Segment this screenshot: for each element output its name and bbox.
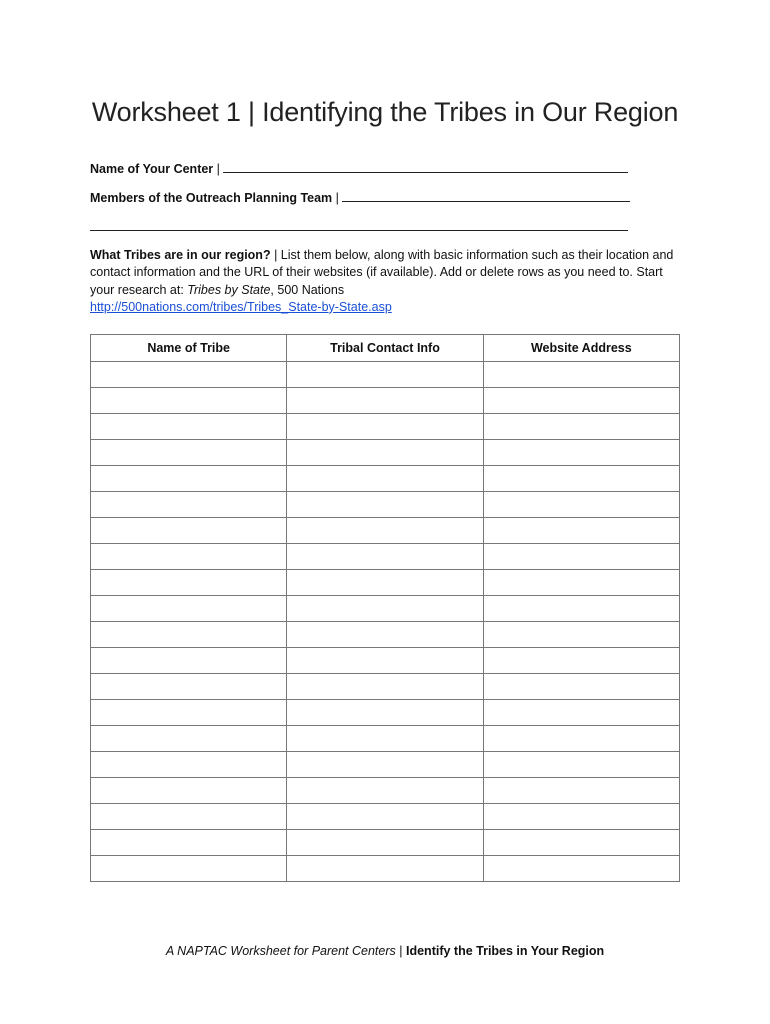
table-row: [91, 752, 680, 778]
instructions-question: What Tribes are in our region?: [90, 248, 271, 262]
table-row: [91, 700, 680, 726]
column-header-tribal-contact-info: Tribal Contact Info: [287, 335, 483, 362]
cell-website-address[interactable]: [483, 804, 679, 830]
cell-tribal-contact-info[interactable]: [287, 726, 483, 752]
cell-tribal-contact-info[interactable]: [287, 752, 483, 778]
cell-website-address[interactable]: [483, 726, 679, 752]
cell-tribal-contact-info[interactable]: [287, 414, 483, 440]
table-row: [91, 570, 680, 596]
source-title: Tribes by State: [187, 282, 271, 297]
cell-name-of-tribe[interactable]: [91, 778, 287, 804]
cell-name-of-tribe[interactable]: [91, 596, 287, 622]
cell-name-of-tribe[interactable]: [91, 726, 287, 752]
table-row: [91, 804, 680, 830]
team-separator: |: [335, 191, 339, 205]
cell-website-address[interactable]: [483, 544, 679, 570]
cell-name-of-tribe[interactable]: [91, 804, 287, 830]
cell-website-address[interactable]: [483, 752, 679, 778]
cell-name-of-tribe[interactable]: [91, 492, 287, 518]
center-name-blank[interactable]: [223, 161, 628, 173]
cell-website-address[interactable]: [483, 596, 679, 622]
cell-tribal-contact-info[interactable]: [287, 700, 483, 726]
center-name-separator: |: [216, 162, 220, 176]
center-name-label: Name of Your Center: [90, 162, 214, 176]
table-row: [91, 518, 680, 544]
cell-tribal-contact-info[interactable]: [287, 674, 483, 700]
table-row: [91, 778, 680, 804]
table-row: [91, 362, 680, 388]
cell-tribal-contact-info[interactable]: [287, 648, 483, 674]
cell-name-of-tribe[interactable]: [91, 700, 287, 726]
cell-name-of-tribe[interactable]: [91, 440, 287, 466]
cell-website-address[interactable]: [483, 570, 679, 596]
cell-tribal-contact-info[interactable]: [287, 440, 483, 466]
table-row: [91, 622, 680, 648]
cell-name-of-tribe[interactable]: [91, 570, 287, 596]
table-row: [91, 830, 680, 856]
page-footer: [0, 943, 770, 960]
table-row: [91, 492, 680, 518]
table-row: [91, 466, 680, 492]
table-row: [91, 414, 680, 440]
cell-website-address[interactable]: [483, 778, 679, 804]
column-header-website-address: Website Address: [483, 335, 679, 362]
cell-name-of-tribe[interactable]: [91, 648, 287, 674]
table-row: [91, 726, 680, 752]
table-body: [91, 362, 680, 882]
cell-website-address[interactable]: [483, 362, 679, 388]
cell-website-address[interactable]: [483, 674, 679, 700]
cell-name-of-tribe[interactable]: [91, 752, 287, 778]
cell-website-address[interactable]: [483, 830, 679, 856]
cell-tribal-contact-info[interactable]: [287, 856, 483, 882]
tribes-table: [90, 334, 680, 882]
cell-website-address[interactable]: [483, 622, 679, 648]
column-header-name-of-tribe: Name of Tribe: [91, 335, 287, 362]
cell-name-of-tribe[interactable]: [91, 518, 287, 544]
cell-name-of-tribe[interactable]: [91, 466, 287, 492]
cell-website-address[interactable]: [483, 440, 679, 466]
cell-name-of-tribe[interactable]: [91, 674, 287, 700]
team-continuation-field: [90, 219, 628, 236]
cell-tribal-contact-info[interactable]: [287, 492, 483, 518]
team-blank[interactable]: [342, 190, 630, 202]
cell-tribal-contact-info[interactable]: [287, 830, 483, 856]
table-row: [91, 648, 680, 674]
cell-name-of-tribe[interactable]: [91, 388, 287, 414]
cell-tribal-contact-info[interactable]: [287, 596, 483, 622]
cell-website-address[interactable]: [483, 700, 679, 726]
cell-website-address[interactable]: [483, 388, 679, 414]
team-blank-continued[interactable]: [90, 219, 628, 231]
team-label: Members of the Outreach Planning Team: [90, 191, 333, 205]
cell-name-of-tribe[interactable]: [91, 362, 287, 388]
cell-website-address[interactable]: [483, 518, 679, 544]
cell-website-address[interactable]: [483, 648, 679, 674]
cell-tribal-contact-info[interactable]: [287, 778, 483, 804]
table-row: [91, 674, 680, 700]
instructions-paragraph: [90, 247, 690, 316]
cell-tribal-contact-info[interactable]: [287, 388, 483, 414]
cell-website-address[interactable]: [483, 466, 679, 492]
source-suffix: , 500 Nations: [270, 282, 345, 297]
cell-tribal-contact-info[interactable]: [287, 362, 483, 388]
cell-website-address[interactable]: [483, 856, 679, 882]
cell-name-of-tribe[interactable]: [91, 856, 287, 882]
cell-name-of-tribe[interactable]: [91, 544, 287, 570]
cell-website-address[interactable]: [483, 414, 679, 440]
center-name-field: [90, 161, 628, 178]
cell-tribal-contact-info[interactable]: [287, 518, 483, 544]
table-row: [91, 856, 680, 882]
table-header-row: [91, 335, 680, 362]
cell-tribal-contact-info[interactable]: [287, 804, 483, 830]
table-row: [91, 388, 680, 414]
table-row: [91, 544, 680, 570]
cell-tribal-contact-info[interactable]: [287, 544, 483, 570]
table-row: [91, 596, 680, 622]
team-field: [90, 190, 630, 207]
cell-name-of-tribe[interactable]: [91, 830, 287, 856]
cell-website-address[interactable]: [483, 492, 679, 518]
page-title: Worksheet 1 | Identifying the Tribes in Our Region: [91, 97, 679, 127]
cell-tribal-contact-info[interactable]: [287, 570, 483, 596]
footer-separator: |: [399, 944, 403, 958]
cell-name-of-tribe[interactable]: [91, 622, 287, 648]
cell-tribal-contact-info[interactable]: [287, 622, 483, 648]
tribes-by-state-link[interactable]: http://500nations.com/tribes/Tribes_State-by-State.asp: [90, 299, 392, 314]
footer-italic-text: A NAPTAC Worksheet for Parent Centers: [165, 944, 396, 958]
instructions-text: | List them below, along with basic information such as their location and contact information and the URL of their websites (if available). Add or delete rows as you need to. Start your research at:: [90, 248, 674, 297]
cell-tribal-contact-info[interactable]: [287, 466, 483, 492]
table-row: [91, 440, 680, 466]
footer-bold-text: Identify the Tribes in Your Region: [406, 944, 605, 958]
cell-name-of-tribe[interactable]: [91, 414, 287, 440]
